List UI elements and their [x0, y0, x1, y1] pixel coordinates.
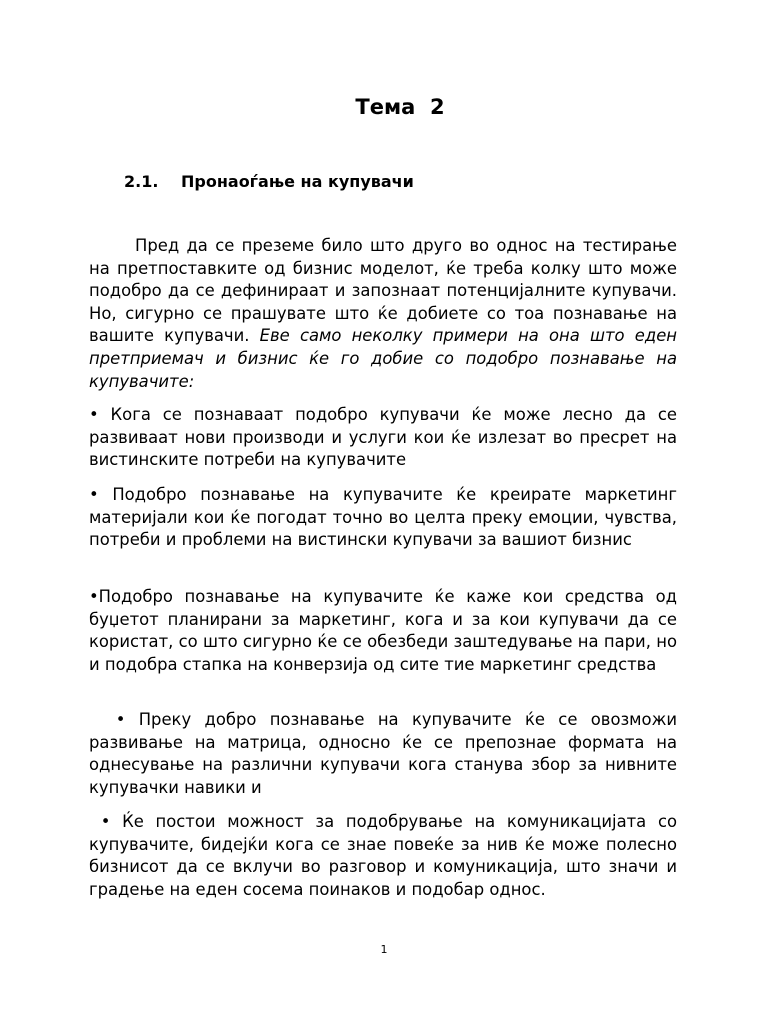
- bullet-text: Подобро познавање на купувачите ќе креирате маркетинг материјали кои ќе погодат точно во целта преку емоции, чувства, потреби и проблеми на вистински купувачи за вашиот бизнис: [89, 485, 677, 550]
- bullet-item-2: [89, 484, 677, 552]
- bullet-item-5: [89, 811, 677, 901]
- page-title: Тема 2: [355, 95, 445, 119]
- section-number: 2.1.: [124, 172, 159, 191]
- bullet-icon: •: [89, 485, 99, 504]
- section-title: Пронаоѓање на купувачи: [181, 172, 414, 191]
- intro-italic-text: Еве само неколку примери на она што еден претприемач и бизнис ќе го добие со подобро познавање на купувачите:: [89, 326, 677, 391]
- bullet-item-3: [89, 586, 677, 676]
- intro-text: Пред да се преземе било што друго во однос на тестирање на претпоставките од бизнис моделот, ќе треба колку што може подобро да се дефинираат и запознаат потенцијалните купувачи. Но, сигурно се прашувате што ќе добиете со тоа познавање на вашите купувачи.: [89, 236, 677, 346]
- bullet-text: Преку добро познавање на купувачите ќе се овозможи развивање на матрица, односно ќе се препознае формата на однесување на различни купувачи кога станува збор за нивните купувачки навики и: [89, 710, 677, 797]
- bullet-icon: •: [115, 710, 126, 729]
- intro-paragraph: [89, 235, 677, 393]
- bullet-item-4: [89, 709, 677, 799]
- page-number: 1: [380, 943, 388, 956]
- bullet-text: Подобро познавање на купувачите ќе каже кои средства од буџетот планирани за маркетинг, кога и за кои купувачи да се користат, со што сигурно ќе се обезбеди заштедување на пари, но и подобра стапка на конверзија од сите тие маркетинг средства: [89, 587, 677, 674]
- bullet-icon: •: [100, 812, 111, 831]
- bullet-icon: •: [89, 405, 99, 424]
- bullet-icon: •: [89, 587, 99, 606]
- section-heading: [124, 171, 414, 193]
- bullet-text: Кога се познаваат подобро купувачи ќе може лесно да се развиваат нови производи и услуги кои ќе излезат во пресрет на вистинските потреби на купувачите: [89, 405, 677, 470]
- bullet-item-1: [89, 404, 677, 472]
- bullet-text: Ќе постои можност за подобрување на комуникацијата со купувачите, бидејќи кога се знае повеќе за нив ќе може полесно бизнисот да се вклучи во разговор и комуникација, што значи и градење на еден сосема поинаков и подобар однос.: [89, 812, 677, 899]
